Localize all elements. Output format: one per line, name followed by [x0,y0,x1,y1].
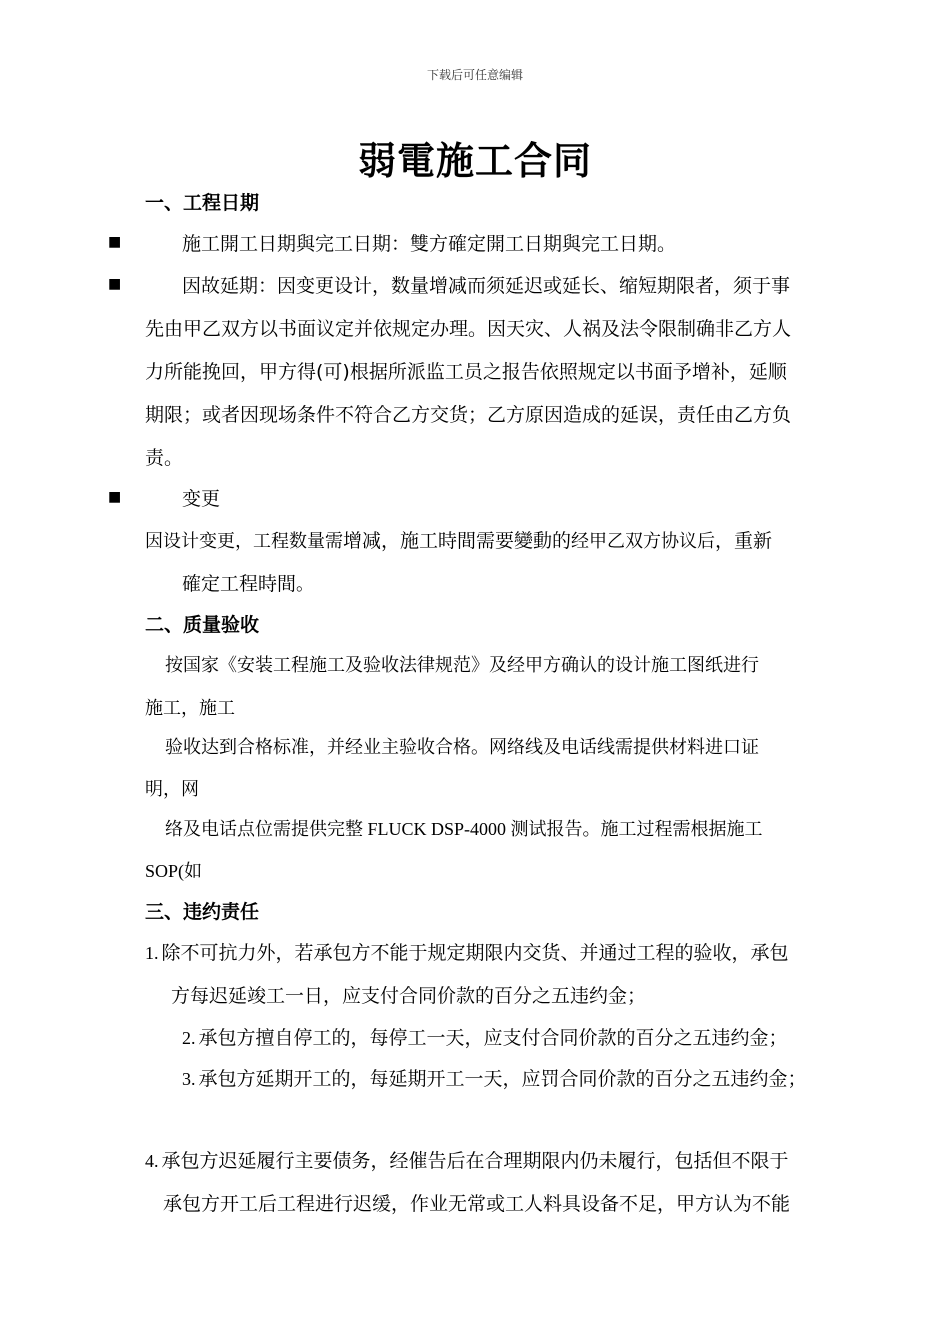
penalty-item-4-text: 承包方迟延履行主要债务，经催告后在合理期限内仍未履行，包括但不限于 [161,1150,789,1172]
section-heading-3: 三、违约责任 [145,901,260,923]
change-text-b: 增减 [343,530,382,552]
change-line-1 [145,526,772,553]
quality-p3-line-2: SOP(如 [145,861,203,881]
change-line-2 [182,569,314,596]
delay-line-2: 先由甲乙双方以书面议定并依规定办理。因天灾、人祸及法令限制确非乙方人 [145,318,792,340]
quality-p3-line-1: 络及电话点位需提供完整 FLUCK DSP-4000 测试报告。施工过程需根据施工 [165,819,763,839]
schedule-item-start-end: 施工開工日期與完工日期：雙方確定開工日期與完工日期。 [182,233,677,255]
section-heading-2: 二、质量验收 [145,614,260,636]
bullet-icon: ■ [108,489,122,505]
bullet-icon: ■ [108,234,122,250]
penalty-item-4-line-2: 承包方开工后工程进行迟缓，作业无常或工人料具设备不足，甲方认为不能 [163,1193,791,1215]
page-header-note: 下载后可任意编辑 [426,68,523,82]
bullet-icon: ■ [108,276,122,292]
change-text-d: 经甲乙双方协议后 [571,531,716,551]
quality-p2-line-1: 验收达到合格标准，并经业主验收合格。网络线及电话线需提供材料进口证 [165,737,759,757]
penalty-item-1-line-2: 方每迟延竣工一日，应支付合同价款的百分之五违约金； [171,985,647,1007]
quality-p2-line-2: 明，网 [145,779,199,799]
list-number: 4. [145,1151,159,1171]
delay-line-5: 责。 [145,447,184,469]
penalty-item-4-line-1 [145,1146,789,1173]
quality-p1-line-2: 施工，施工 [145,698,235,718]
list-number: 2. [182,1028,196,1048]
delay-line-3: 力所能挽回，甲方得(可)根据所派监工员之报告依照规定以书面予增补，延顺 [145,361,787,383]
change-line-2-end: 。 [296,574,315,594]
change-text-c: ，施工時間需要變動的 [381,530,572,552]
penalty-item-1-line-1 [145,938,789,965]
penalty-item-1-text: 除不可抗力外，若承包方不能于规定期限内交货、并通过工程的验收，承包 [161,942,789,964]
change-line-2-text: 確定工程時間 [182,573,297,595]
document-title: 弱電施工合同 [357,139,592,183]
penalty-item-2-text: 承包方擅自停工的，每停工一天，应支付合同价款的百分之五违约金； [198,1027,788,1049]
delay-line-1: 因故延期：因变更设计，数量增减而须延迟或延长、缩短期限者，须于事 [182,275,791,297]
quality-p1-line-1: 按国家《安装工程施工及验收法律规范》及经甲方确认的设计施工图纸进行 [165,655,759,675]
penalty-item-3 [182,1064,807,1091]
list-number: 3. [182,1069,196,1089]
section-heading-1: 一、工程日期 [145,192,260,214]
penalty-item-2 [182,1023,788,1050]
change-heading: 变更 [182,488,221,510]
penalty-item-3-text: 承包方延期开工的，每延期开工一天，应罚合同价款的百分之五违约金； [198,1068,807,1090]
change-text-a: 因设计变更，工程数量需 [145,531,343,551]
delay-line-4: 期限；或者因现场条件不符合乙方交货；乙方原因造成的延误，责任由乙方负 [145,404,792,426]
list-number: 1. [145,943,159,963]
change-text-e: ，重新 [715,530,773,552]
